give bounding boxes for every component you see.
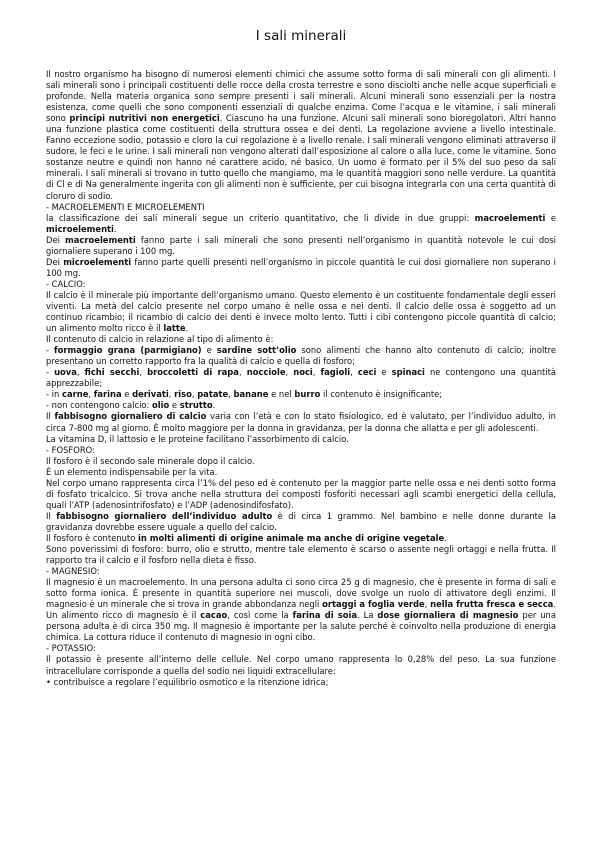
bold-text: nocciole	[246, 367, 286, 378]
bold-text: noci	[293, 367, 313, 378]
text-run: ,	[191, 389, 198, 400]
text-run: ,	[168, 389, 175, 400]
text-run: - MAGNESIO:	[46, 566, 100, 577]
text-run: , così come la	[227, 610, 293, 621]
bold-text: microelementi	[63, 256, 132, 267]
text-run: • contribuisce a regolare l’equilibrio osmotico e la ritenzione idrica;	[46, 676, 329, 687]
text-run: Il fosforo è il secondo sale minerale dopo il calcio.	[46, 455, 255, 466]
paragraph	[46, 334, 556, 345]
text-run: La vitamina D, il lattosio e le proteine facilitano l’assorbimento di calcio.	[46, 433, 349, 444]
paragraph	[46, 478, 556, 511]
text-run: Il	[46, 510, 57, 521]
text-run: . Un alimento ricco di magnesio è il	[46, 599, 557, 621]
paragraph	[46, 389, 556, 400]
paragraph	[46, 677, 556, 688]
paragraph	[46, 367, 556, 389]
bold-text: farina di soia	[292, 610, 358, 621]
bold-text: strutto	[179, 400, 213, 411]
paragraph	[46, 654, 556, 676]
paragraph	[46, 566, 556, 577]
text-run: ,	[139, 367, 148, 378]
text-run: ,	[88, 389, 94, 400]
bold-text: macroelementi	[474, 212, 546, 223]
bold-text: fichi secchi	[84, 367, 140, 378]
bold-text: banane	[233, 389, 269, 400]
text-run: . Ciascuno ha una funzione. Alcuni sali minerali sono bioregolatori. Altri hanno una funzione plastica come costituenti della struttura ossea e dei denti. La regolazione avviene a livello intestinale. Fanno eccezione sodio, potassio e cloro la cui regolazione è a livello renale. I sali minerali vengono eliminati attraverso il sudore, le feci e le urine. I sali minerali non vengono alterati dall’esposizione al calore o alla luce, come le vitamine. Sono sostanze neutre e quindi non hanno né carattere acido, né basico. Un uomo è formato per il 5% del suo peso da sali minerali. I sali minerali si trovano in tutto quello che mangiamo, ma le quantità maggiori sono nelle verdure. La quantità di Cl e di Na generalmente ingerita con gli alimenti non è sufficiente, per cui bisogna integrarla con una certa quantità di cloruro di sodio.	[46, 113, 556, 201]
paragraph	[46, 400, 556, 411]
bold-text: in molti alimenti di origine animale ma anche di origine vegetale	[138, 532, 445, 543]
bold-text: broccoletti di rapa	[147, 367, 239, 378]
bold-text: carne	[61, 389, 89, 400]
document-body	[46, 69, 556, 688]
text-run: e	[545, 212, 556, 223]
bold-text: principi nutritivi non energetici	[69, 113, 220, 124]
bold-text: fabbisogno giornaliero di calcio	[54, 411, 207, 422]
bold-text: formaggio grana (parmigiano)	[54, 345, 202, 356]
bold-text: patate	[197, 389, 229, 400]
text-run: il contenuto è insignificante;	[320, 389, 443, 400]
text-run: .	[113, 223, 117, 234]
text-run: . La	[357, 610, 378, 621]
text-run: .	[212, 400, 216, 411]
text-run: ,	[312, 367, 321, 378]
text-run: Il nostro organismo ha bisogno di numerosi elementi chimici che assume sotto forma di sali minerali con gli alimenti. I sali minerali sono i principali costituenti delle rocce della crosta terrestre e sono disciolti anche nelle acque superficiali e profonde. Nella materia organica sono sempre presenti i sali minerali. Alcuni minerali sono essenziali per la nostra esistenza, come quelli che sono componenti essenziali di qualche enzima. Come l’acqua e le vitamine, i sali minerali sono	[46, 69, 556, 124]
text-run: Sono poverissimi di fosforo: burro, olio e strutto, mentre tale elemento è scarso o assente negli ortaggi e nella frutta. Il rapporto tra il calcio e il fosforo nella dieta è fisso.	[46, 544, 556, 566]
bold-text: derivati	[132, 389, 169, 400]
paragraph	[46, 434, 556, 445]
text-run: e nel	[268, 389, 295, 400]
text-run: ,	[228, 389, 234, 400]
text-run: .	[444, 532, 447, 543]
bold-text: cacao	[200, 610, 228, 621]
text-run: ,	[76, 367, 85, 378]
text-run: Il	[46, 411, 55, 422]
paragraph	[46, 577, 556, 643]
bold-text: latte	[163, 323, 186, 334]
paragraph	[46, 467, 556, 478]
text-run: sono alimenti che hanno alto contenuto di calcio; inoltre presentano un corretto rapporto fra la qualità di calcio e quella di fosforo;	[46, 345, 556, 367]
paragraph	[46, 411, 556, 433]
text-run: - CALCIO:	[46, 278, 86, 289]
text-run: e	[201, 345, 217, 356]
paragraph	[46, 456, 556, 467]
bold-text: macroelementi	[65, 234, 136, 245]
text-run: - non contengono calcio:	[46, 400, 153, 411]
paragraph	[46, 533, 556, 544]
text-run: Il calcio è il minerale più importante dell’organismo umano. Questo elemento è un costituente fondamentale degli esseri viventi. La metà del calcio presente nel corpo umano è nelle ossa e nei denti. Il calcio delle ossa è soggetto ad un continuo ricambio; il ricambio di calcio dei denti è invece molto lento. Tutti i cibi contengono piccole quantità di calcio; un alimento molto ricco è il	[46, 289, 556, 334]
paragraph	[46, 279, 556, 290]
text-run: per una persona adulta è di circa 350 mg. Il magnesio è importante per la salute perché è coinvolto nella produzione di energia chimica. La cottura riduce il contenuto di magnesio in ogni cibo.	[46, 610, 556, 643]
text-run: È un elemento indispensabile per la vita.	[46, 466, 218, 477]
paragraph	[46, 202, 556, 213]
bold-text: spinaci	[391, 367, 425, 378]
paragraph	[46, 345, 556, 367]
text-run: -	[46, 367, 55, 378]
bold-text: ceci	[357, 367, 377, 378]
paragraph	[46, 213, 556, 235]
paragraph	[46, 511, 556, 533]
bold-text: fagioli	[320, 367, 351, 378]
bold-text: ortaggi a foglia verde	[322, 599, 425, 610]
bold-text: microelementi	[46, 223, 114, 234]
text-run: Il fosforo è contenuto	[46, 532, 138, 543]
text-run: ,	[350, 367, 358, 378]
text-run: ,	[424, 599, 431, 610]
text-run: ,	[238, 367, 247, 378]
bold-text: olio	[152, 400, 170, 411]
bold-text: riso	[174, 389, 192, 400]
text-run: - POTASSIO:	[46, 643, 96, 654]
text-run: Nel corpo umano rappresenta circa l’1% del peso ed è contenuto per la maggior parte nelle ossa e nei denti sotto forma di fosfato tricalcico. Si trova anche nella struttura dei composti fosforiti necessari agli scambi energetici della cellula, quali l’ATP (adenosintrifosfato) e l’ADP (adenosindifosfato).	[46, 477, 556, 510]
text-run: - MACROELEMENTI E MICROELEMENTI	[46, 201, 205, 212]
text-run: la classificazione dei sali minerali segue un criterio quantitativo, che li divide in due gruppi:	[46, 212, 475, 223]
text-run: .	[185, 323, 189, 334]
text-run: ne contengono una quantità apprezzabile;	[46, 367, 557, 389]
text-run: fanno parte i sali minerali che sono presenti nell’organismo in quantità notevole le cui dosi giornaliere superano i 100 mg.	[46, 234, 557, 256]
text-run: Il contenuto di calcio in relazione al tipo di alimento è:	[46, 334, 274, 345]
paragraph	[46, 445, 556, 456]
bold-text: farina	[93, 389, 122, 400]
text-run: - FOSFORO:	[46, 444, 95, 455]
text-run: e	[376, 367, 392, 378]
bold-text: nella frutta fresca e secca	[430, 599, 554, 610]
bold-text: burro	[294, 389, 321, 400]
bold-text: dose giornaliera di magnesio	[377, 610, 519, 621]
bold-text: uova	[54, 367, 77, 378]
text-run: e	[169, 400, 180, 411]
text-run: -	[46, 345, 54, 356]
text-run: Il magnesio è un macroelemento. In una persona adulta ci sono circa 25 g di magnesio, che è presente in forma di sali e sotto forma ionica. È presente in quantità superiore nei muscoli, dove svolge un ruolo di attivatore degli enzimi. Il magnesio è un minerale che si trova in grande abbondanza negli	[46, 577, 556, 610]
text-run: Dei	[46, 256, 64, 267]
text-run: - in	[46, 389, 62, 400]
text-run: Dei	[46, 234, 66, 245]
page-title: I sali minerali	[255, 28, 347, 44]
text-run: è di circa 1 grammo. Nel bambino e nelle donne durante la gravidanza dovrebbe essere uguale a quello del calcio.	[46, 510, 556, 532]
bold-text: fabbisogno giornaliero dell’individuo adulto	[56, 510, 273, 521]
paragraph	[46, 544, 556, 566]
text-run: Il potassio è presente all’interno delle cellule. Nel corpo umano rappresenta lo 0,28% del peso. La sua funzione intracellulare corrisponde a quella del sodio nei liquidi extracellulare:	[46, 654, 556, 676]
paragraph	[46, 69, 556, 202]
text-run: ,	[285, 367, 294, 378]
text-run: fanno parte quelli presenti nell’organismo in piccole quantità le cui dosi giornaliere non superano i 100 mg.	[46, 256, 557, 278]
paragraph	[46, 290, 556, 334]
text-run: varia con l’età e con lo stato fisiologico, ed è valutato, per l’individuo adulto, in circa 7-800 mg al giorno. È molto maggiore per la donna in gravidanza, per la donna che allatta e per gli adolescenti.	[46, 411, 556, 433]
paragraph	[46, 257, 556, 279]
bold-text: sardine sott’olio	[216, 345, 297, 356]
paragraph	[46, 235, 556, 257]
text-run: e	[121, 389, 133, 400]
paragraph	[46, 643, 556, 654]
